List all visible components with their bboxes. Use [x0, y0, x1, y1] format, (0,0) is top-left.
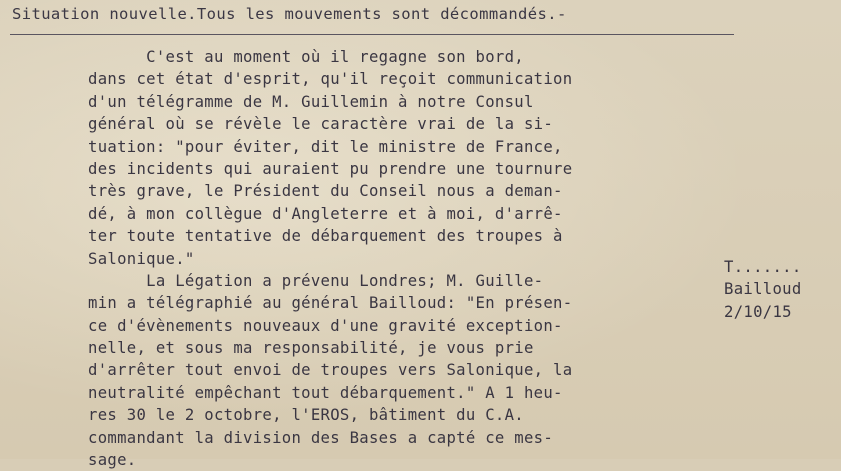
paragraph-1 [88, 46, 728, 270]
text-line: dans cet état d'esprit, qu'il reçoit communication [88, 70, 573, 89]
text-line: très grave, le Président du Conseil nous a deman- [88, 182, 563, 201]
text-line: dé, à mon collègue d'Angleterre et à moi, d'arrê- [88, 204, 563, 223]
section-heading: Situation nouvelle.Tous les mouvements sont décommandés.- [12, 5, 567, 23]
text-line: nelle, et sous ma responsabilité, je vous prie [88, 339, 534, 358]
text-line: neutralité empêchant tout débarquement." A 1 heu- [88, 383, 563, 402]
text-line: des incidents qui auraient pu prendre une tournure [88, 159, 573, 178]
text-line: Salonique." [88, 249, 195, 268]
text-line: général où se révèle le caractère vrai de la si- [88, 115, 554, 134]
margin-note-line: T....... [724, 258, 802, 276]
text-line: res 30 le 2 octobre, l'EROS, bâtiment du C.A. [88, 406, 524, 425]
margin-note-line: Bailloud [724, 280, 802, 299]
margin-note [724, 256, 802, 323]
text-line: ce d'évènements nouveaux d'une gravité exception- [88, 316, 563, 335]
text-line: commandant la division des Bases a capté ce mes- [88, 428, 554, 447]
text-line: ter toute tentative de débarquement des troupes à [88, 227, 563, 246]
text-line: min a télégraphié au général Bailloud: "En présen- [88, 294, 573, 313]
paragraph-2 [88, 270, 728, 471]
text-line: C'est au moment où il regagne son bord, [88, 48, 524, 66]
text-line: sage. [88, 451, 137, 470]
text-line: tuation: "pour éviter, dit le ministre de France, [88, 137, 563, 156]
heading-underline [10, 34, 734, 35]
margin-note-line: 2/10/15 [724, 302, 792, 321]
text-line: d'un télégramme de M. Guillemin à notre Consul [88, 92, 534, 111]
text-line: d'arrêter tout envoi de troupes vers Salonique, la [88, 361, 573, 380]
text-line: La Légation a prévenu Londres; M. Guille- [88, 271, 544, 290]
body-text [88, 46, 728, 471]
